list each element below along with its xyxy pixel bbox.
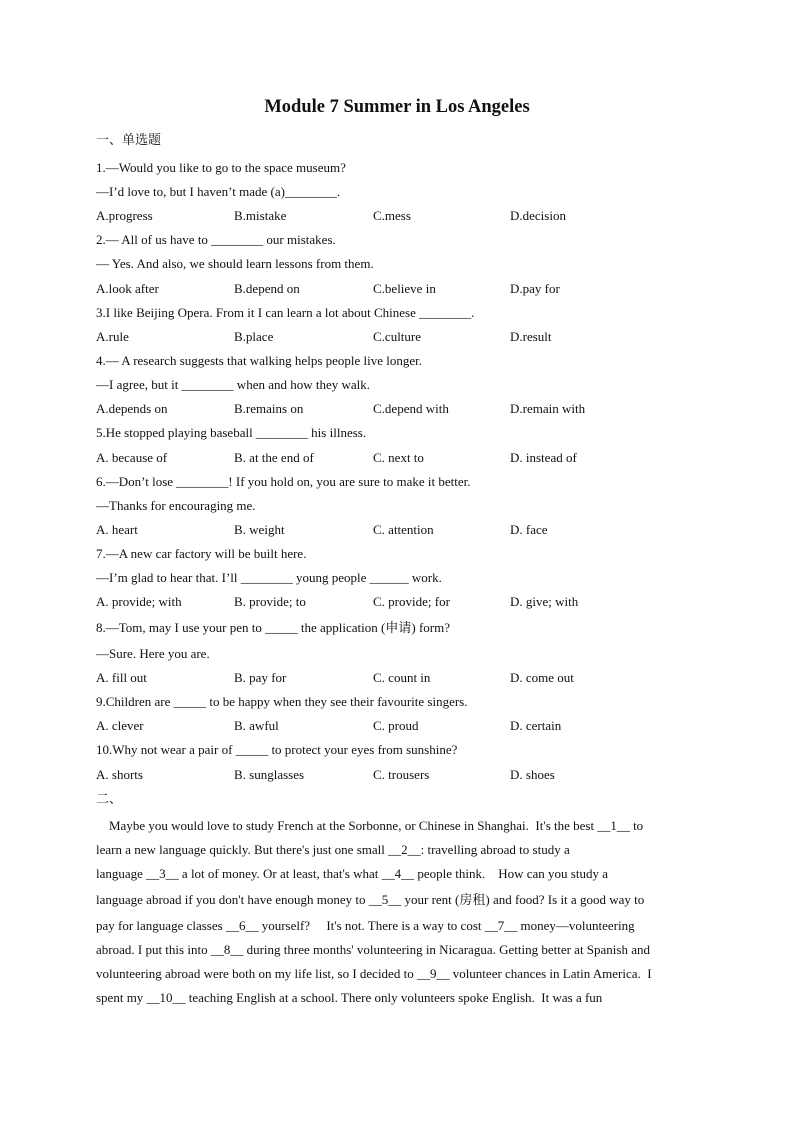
answer-option-d: D.result — [510, 329, 552, 344]
answer-option-a: A. shorts — [96, 767, 143, 782]
answer-option-c: C. trousers — [373, 767, 430, 782]
passage-line: volunteering abroad were both on my life list, so I decided to __9__ volunteer chances in Latin America. I — [96, 966, 652, 981]
answer-option-c: C.culture — [373, 329, 422, 344]
page-title: Module 7 Summer in Los Angeles — [264, 97, 530, 117]
answer-option-c: C.mess — [373, 208, 411, 223]
answer-option-a: A.progress — [96, 208, 153, 223]
answer-option-a: A.look after — [96, 281, 159, 296]
answer-option-d: D.pay for — [510, 281, 560, 296]
answer-option-d: D. give; with — [510, 594, 579, 609]
question-reply: —Sure. Here you are. — [96, 646, 210, 661]
answer-option-b: B.mistake — [234, 208, 287, 223]
answer-option-c: C. count in — [373, 670, 431, 685]
answer-option-a: A.depends on — [96, 401, 168, 416]
answer-option-d: D. instead of — [510, 450, 577, 465]
question-reply: —I agree, but it ________ when and how they walk. — [96, 377, 371, 392]
question-stem: 5.He stopped playing baseball ________ his illness. — [96, 425, 367, 440]
answer-option-c: C. next to — [373, 450, 424, 465]
question-stem: 3.I like Beijing Opera. From it I can learn a lot about Chinese ________. — [96, 305, 475, 320]
answer-option-d: D. come out — [510, 670, 574, 685]
passage-line: language __3__ a lot of money. Or at least, that's what __4__ people think. How can you study a — [96, 866, 609, 881]
question-stem: 8.—Tom, may I use your pen to _____ the application (申请) form? — [96, 620, 450, 635]
passage-line: language abroad if you don't have enough money to __5__ your rent (房租) and food? Is it a good way to — [96, 892, 645, 907]
passage-line: learn a new language quickly. But there's just one small __2__: travelling abroad to study a — [96, 842, 570, 857]
passage-line: spent my __10__ teaching English at a school. There only volunteers spoke English. It was a fun — [96, 990, 603, 1005]
passage-line: pay for language classes __6__ yourself? It's not. There is a way to cost __7__ money—volunteering — [96, 918, 635, 933]
answer-option-b: B.place — [234, 329, 274, 344]
answer-option-c: C. proud — [373, 718, 419, 733]
question-stem: 2.— All of us have to ________ our mistakes. — [96, 232, 336, 247]
question-reply: —I’m glad to hear that. I’ll ________ young people ______ work. — [96, 570, 442, 585]
question-stem: 1.—Would you like to go to the space museum? — [96, 160, 346, 175]
answer-option-c: C.depend with — [373, 401, 449, 416]
passage-line: abroad. I put this into __8__ during three months' volunteering in Nicaragua. Getting better at Spanish and — [96, 942, 650, 957]
question-reply: —Thanks for encouraging me. — [96, 498, 256, 513]
answer-option-c: C.believe in — [373, 281, 436, 296]
answer-option-b: B. pay for — [234, 670, 287, 685]
answer-option-d: D.decision — [510, 208, 566, 223]
answer-option-a: A. fill out — [96, 670, 147, 685]
question-stem: 9.Children are _____ to be happy when they see their favourite singers. — [96, 694, 468, 709]
answer-option-a: A.rule — [96, 329, 129, 344]
question-stem: 6.—Don’t lose ________! If you hold on, you are sure to make it better. — [96, 474, 471, 489]
section-heading-1: 一、单选题 — [96, 132, 162, 147]
answer-option-d: D. face — [510, 522, 548, 537]
answer-option-b: B.depend on — [234, 281, 300, 296]
answer-option-c: C. provide; for — [373, 594, 450, 609]
answer-option-d: D.remain with — [510, 401, 586, 416]
answer-option-d: D. certain — [510, 718, 562, 733]
question-reply: —I’d love to, but I haven’t made (a)________. — [96, 184, 341, 199]
answer-option-b: B. provide; to — [234, 594, 306, 609]
answer-option-b: B. sunglasses — [234, 767, 305, 782]
answer-option-a: A. because of — [96, 450, 168, 465]
answer-option-b: B. at the end of — [234, 450, 314, 465]
question-stem: 10.Why not wear a pair of _____ to protect your eyes from sunshine? — [96, 742, 458, 757]
answer-option-b: B. awful — [234, 718, 279, 733]
answer-option-b: B.remains on — [234, 401, 304, 416]
answer-option-a: A. clever — [96, 718, 144, 733]
question-reply: — Yes. And also, we should learn lessons from them. — [96, 256, 374, 271]
answer-option-c: C. attention — [373, 522, 434, 537]
question-stem: 7.—A new car factory will be built here. — [96, 546, 307, 561]
question-stem: 4.— A research suggests that walking helps people live longer. — [96, 353, 423, 368]
answer-option-b: B. weight — [234, 522, 285, 537]
answer-option-d: D. shoes — [510, 767, 555, 782]
answer-option-a: A. heart — [96, 522, 138, 537]
section-heading-2: 二、 — [96, 791, 123, 806]
passage-line: Maybe you would love to study French at the Sorbonne, or Chinese in Shanghai. It's the best __1__ to — [96, 818, 644, 833]
answer-option-a: A. provide; with — [96, 594, 182, 609]
